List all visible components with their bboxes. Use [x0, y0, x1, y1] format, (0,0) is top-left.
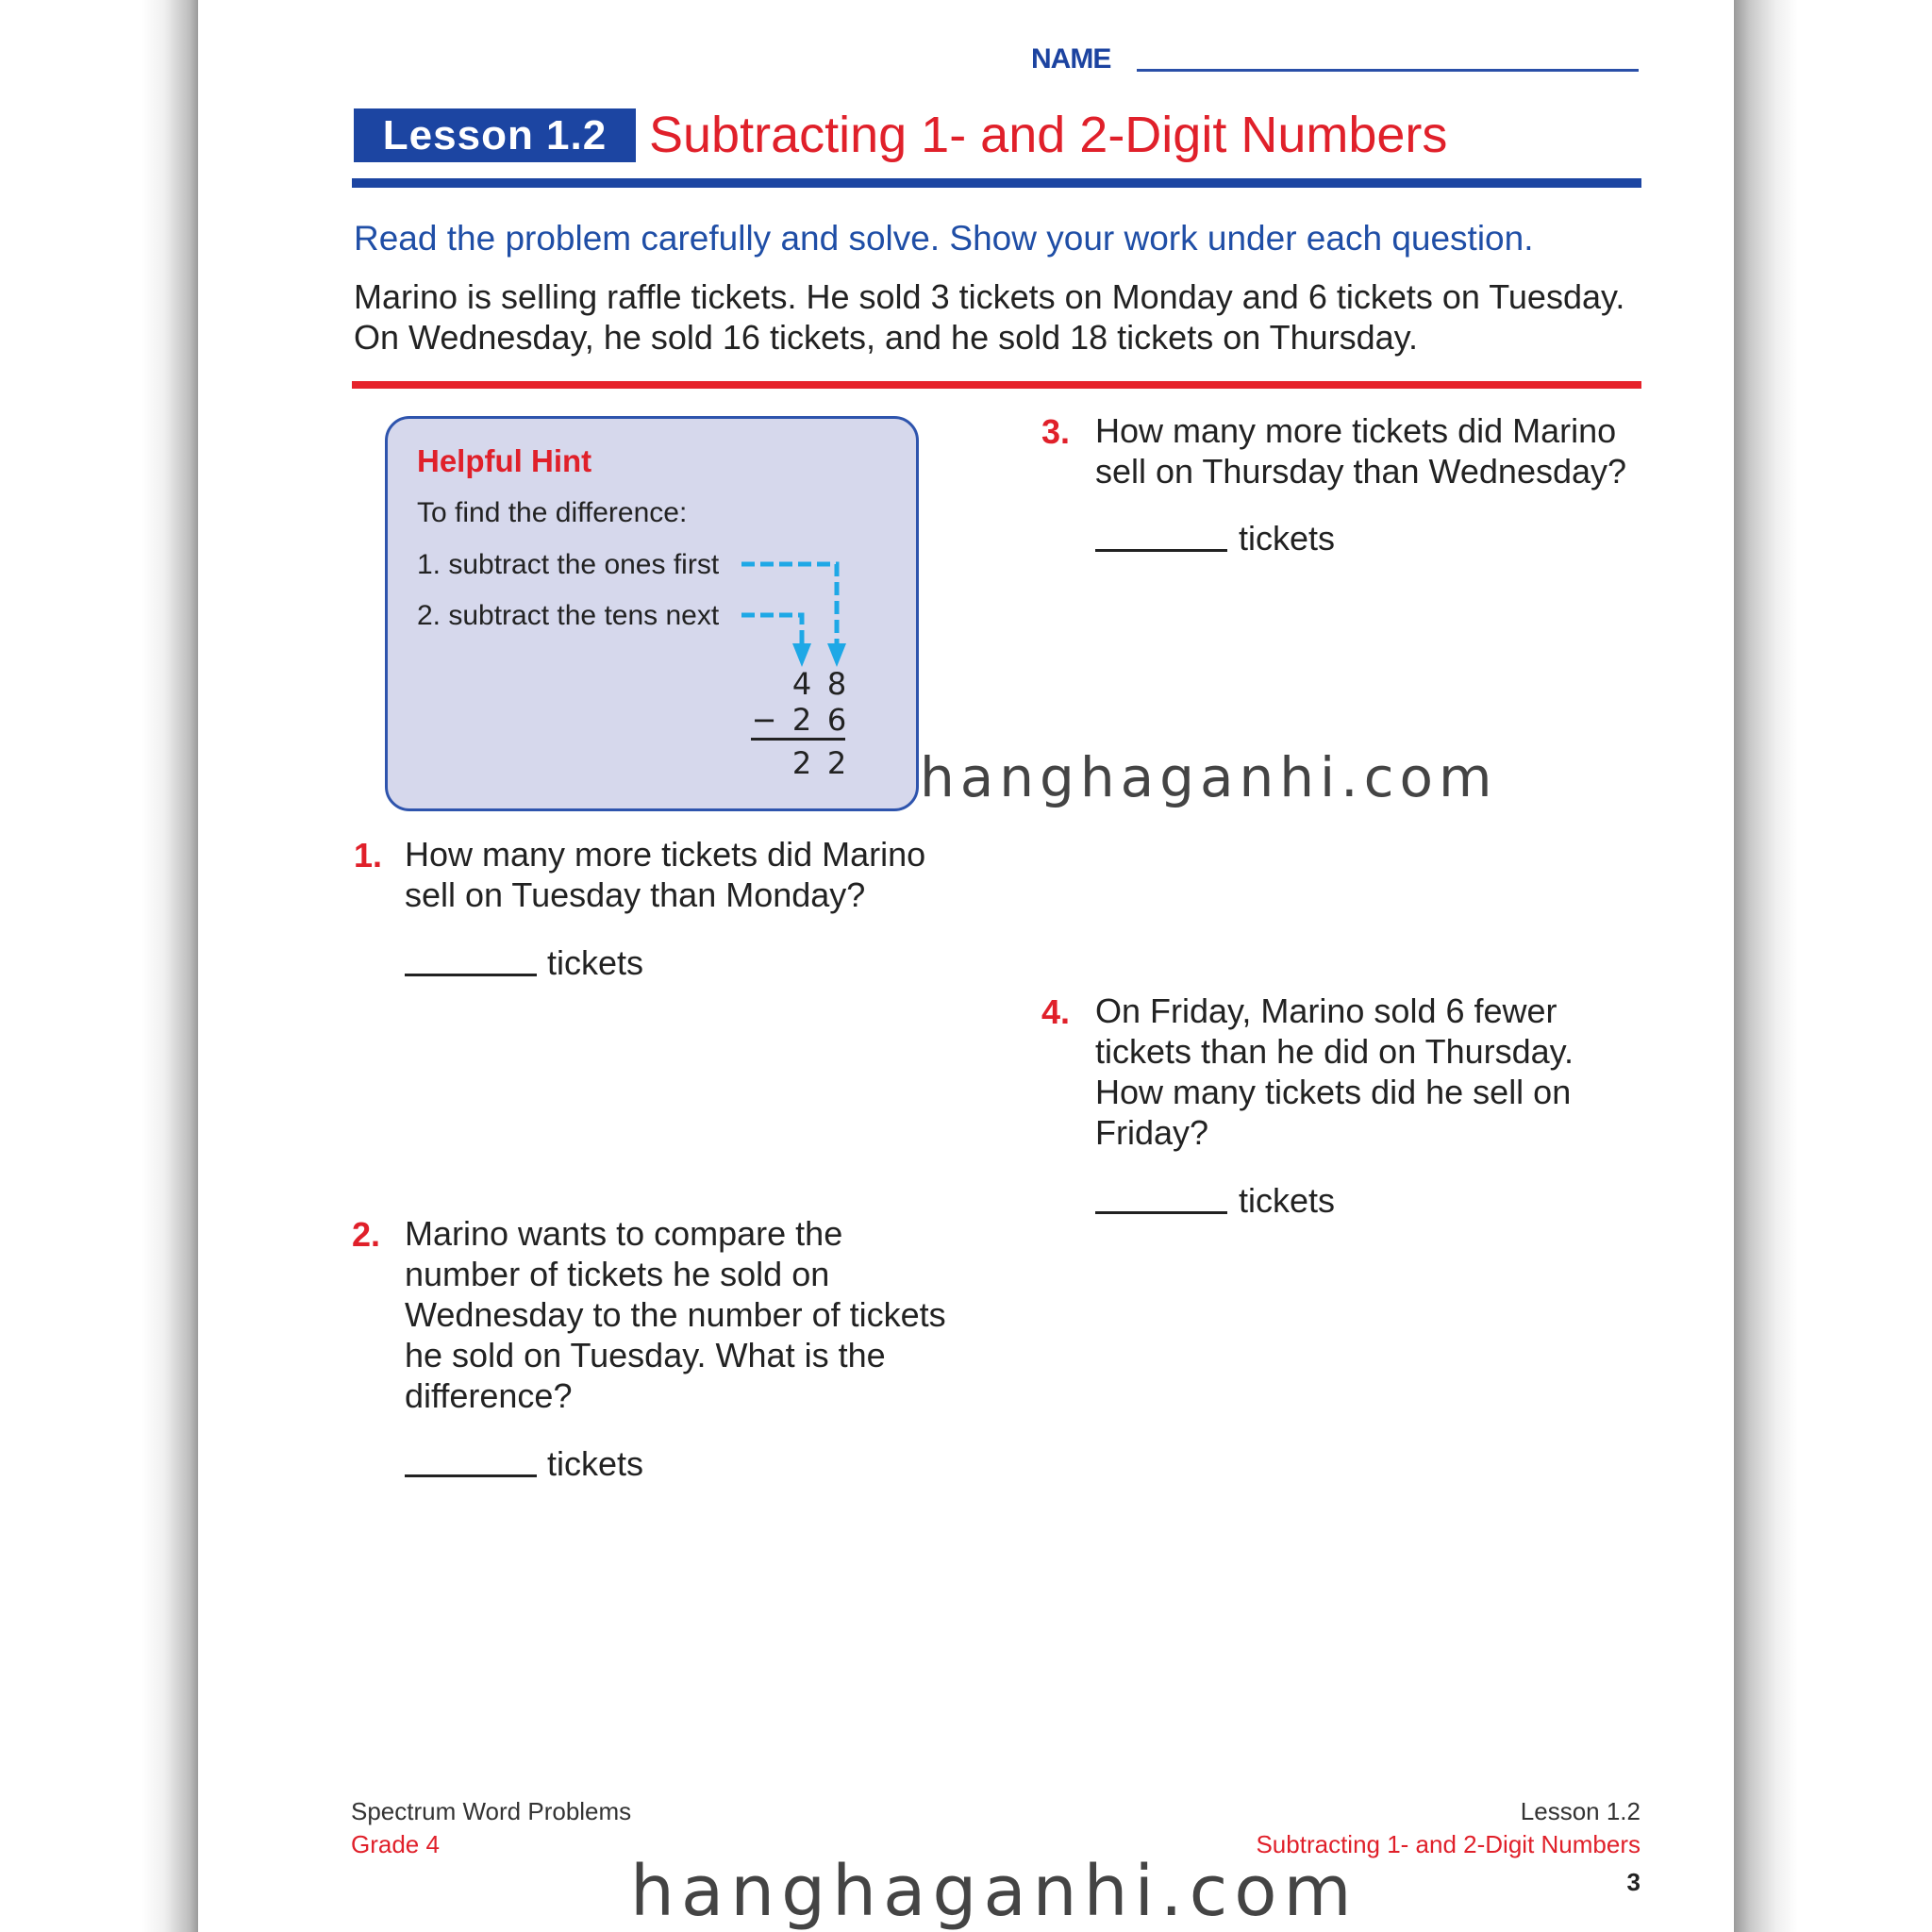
answer-unit: tickets	[1239, 519, 1336, 558]
question-line: How many more tickets did Marino	[1095, 411, 1617, 450]
question-number: 1.	[354, 836, 383, 874]
footer-lesson: Lesson 1.2	[1520, 1797, 1641, 1825]
lesson-badge: Lesson 1.2	[354, 108, 636, 162]
dashed-arrows-icon	[726, 552, 858, 670]
digit-top-ones: 8	[826, 666, 847, 702]
watermark: hanghaganhi.com	[920, 745, 1498, 809]
footer-grade: Grade 4	[351, 1830, 440, 1858]
footer-lesson-title: Subtracting 1- and 2-Digit Numbers	[1256, 1830, 1641, 1858]
question-line: Friday?	[1095, 1113, 1209, 1152]
question-number: 3.	[1041, 412, 1071, 451]
tens-arrowhead-icon	[792, 643, 811, 667]
question-line: sell on Thursday than Wednesday?	[1095, 452, 1627, 491]
question-text	[1095, 991, 1574, 1153]
question-line: number of tickets he sold on	[405, 1255, 830, 1293]
question-line: On Friday, Marino sold 6 fewer	[1095, 991, 1557, 1030]
minus-sign: −	[751, 702, 777, 738]
digit-result-ones: 2	[826, 745, 847, 781]
answer-blank[interactable]	[405, 974, 537, 976]
watermark: hanghaganhi.com	[630, 1851, 1358, 1932]
tens-arrow-path	[741, 615, 802, 646]
answer-blank[interactable]	[1095, 1211, 1227, 1214]
question-line: he sold on Tuesday. What is the	[405, 1336, 886, 1374]
ones-arrow-path	[741, 564, 837, 646]
answer-unit: tickets	[547, 943, 644, 982]
answer-unit: tickets	[547, 1444, 644, 1483]
answer-blank[interactable]	[1095, 549, 1227, 552]
sum-line	[751, 738, 845, 741]
digit-top-tens: 4	[791, 666, 812, 702]
digit-bottom-tens: 2	[791, 702, 812, 738]
question-number: 4.	[1041, 992, 1071, 1031]
answer-blank[interactable]	[405, 1474, 537, 1477]
question-line: difference?	[405, 1376, 573, 1415]
header-divider	[352, 178, 1641, 188]
question-text	[1095, 410, 1626, 491]
question-number: 2.	[352, 1215, 381, 1254]
footer-book-title: Spectrum Word Problems	[351, 1797, 632, 1825]
question-text	[405, 834, 925, 915]
problem-story: Marino is selling raffle tickets. He sold 3 tickets on Monday and 6 tickets on Tuesday. On Wednesday, he sold 16 tickets, and he sold 18 tickets on Thursday.	[354, 277, 1625, 357]
hint-line: To find the difference:	[417, 497, 688, 528]
question-line: Wednesday to the number of tickets	[405, 1295, 946, 1334]
digit-result-tens: 2	[791, 745, 812, 781]
digit-bottom-ones: 6	[826, 702, 847, 738]
name-label: NAME	[1031, 43, 1111, 75]
ones-arrowhead-icon	[827, 643, 846, 667]
page-shadow-left	[142, 0, 198, 1932]
hint-line: 1. subtract the ones first	[417, 549, 720, 580]
question-line: How many tickets did he sell on	[1095, 1073, 1572, 1111]
question-line: How many more tickets did Marino	[405, 835, 926, 874]
lesson-title: Subtracting 1- and 2-Digit Numbers	[649, 107, 1448, 163]
hint-title: Helpful Hint	[417, 443, 592, 478]
question-text	[405, 1213, 946, 1416]
name-field-line[interactable]	[1137, 69, 1639, 72]
story-divider	[352, 381, 1641, 389]
page-number: 3	[1626, 1868, 1641, 1896]
question-line: Marino wants to compare the	[405, 1214, 843, 1253]
question-line: sell on Tuesday than Monday?	[405, 875, 866, 914]
answer-unit: tickets	[1239, 1181, 1336, 1220]
question-line: tickets than he did on Thursday.	[1095, 1032, 1574, 1071]
hint-line: 2. subtract the tens next	[417, 600, 720, 631]
page-shadow-right	[1734, 0, 1798, 1932]
instructions: Read the problem carefully and solve. Show your work under each question.	[354, 219, 1534, 258]
